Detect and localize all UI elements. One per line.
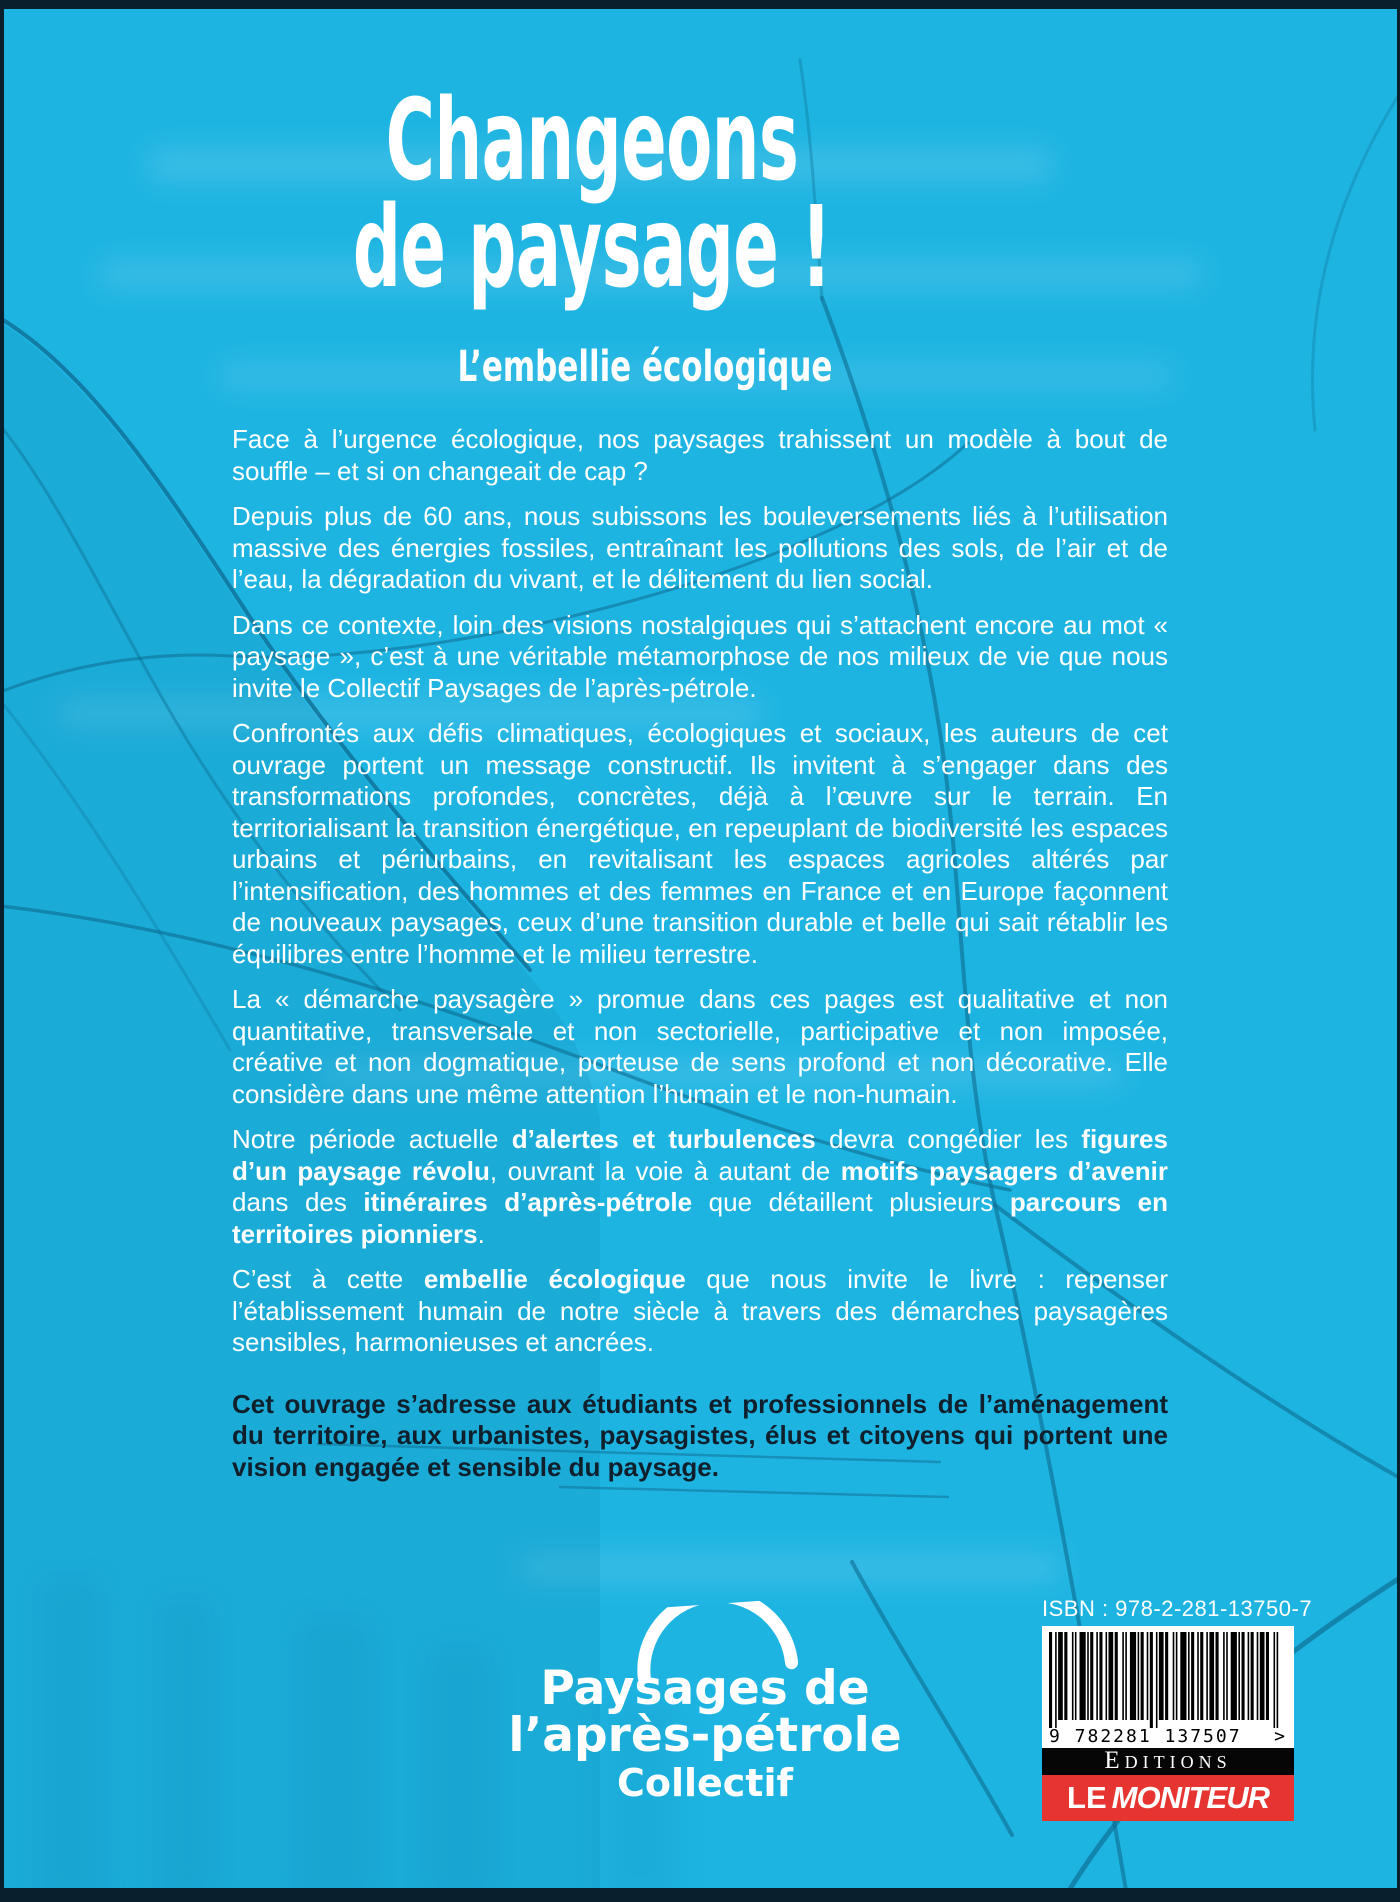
cover-border-bottom — [0, 1888, 1400, 1902]
sun-arc-icon — [624, 1598, 809, 1682]
book-title — [172, 76, 1012, 313]
body-paragraph: Depuis plus de 60 ans, nous subissons les bouleversements liés à l’utilisation massive des énergies fossiles, entraînant les pollutions des sols, de l’air et de l’eau, la dégradation du vivant, et le délitement du lien social. — [232, 501, 1168, 594]
barcode-number: 9 782281 137507 — [1049, 1726, 1242, 1747]
logo-line2: l’après-pétrole — [508, 1708, 902, 1763]
body-paragraph: Face à l’urgence écologique, nos paysages trahissent un modèle à bout de souffle – et si on changeait de cap ? — [232, 424, 1168, 486]
isbn-label: ISBN : 978-2-281-13750-7 — [1042, 1596, 1313, 1621]
le-moniteur-le: LE — [1067, 1780, 1107, 1815]
publisher-editions-label: Editions — [1042, 1748, 1294, 1775]
logo-arc — [405, 1604, 1005, 1666]
le-moniteur-name: MONITEUR — [1111, 1780, 1269, 1815]
barcode — [1042, 1626, 1294, 1748]
body-paragraph: Cet ouvrage s’adresse aux étudiants et professionnels de l’aménagement du territoire, aux urbanistes, paysagistes, élus et citoyens qui portent une vision engagée et sensible du paysage. — [232, 1388, 1168, 1482]
body-paragraph: Notre période actuelle d’alertes et turbulences devra congédier les figures d’un paysage révolu, ouvrant la voie à autant de motifs paysagers d’avenir dans des itinéraires d’après-pétrole que détaillent plusieurs parcours en territoires pionniers. — [232, 1124, 1169, 1249]
body-text — [232, 424, 1168, 1497]
barcode-suffix: > — [1274, 1726, 1287, 1747]
body-paragraph: C’est à cette embellie écologique que nous invite le livre : repenser l’établissement humain de notre siècle à travers des démarches paysagères sensibles, harmonieuses et ancrées. — [232, 1264, 1168, 1357]
book-title-line2: de paysage ! — [352, 183, 832, 313]
logo-line3: Collectif — [616, 1761, 794, 1805]
publisher-le-moniteur-logo — [1042, 1775, 1294, 1821]
body-paragraph: La « démarche paysagère » promue dans ces pages est qualitative et non quantitative, transversale et non sectorielle, participative et non imposée, créative et non dogmatique, porteuse de sens profond et non décorative. Elle considère dans une même attention l’humain et le non-humain. — [232, 984, 1168, 1109]
collectif-logo — [405, 1604, 1005, 1806]
logo-line1: Paysages de — [540, 1661, 870, 1716]
cover-border-top — [0, 0, 1400, 9]
cover-border-left — [0, 0, 4, 1902]
barcode-digits — [1042, 1726, 1294, 1747]
body-paragraph: Dans ce contexte, loin des visions nostalgiques qui s’attachent encore au mot « paysage », c’est à une véritable métamorphose de nos milieux de vie que nous invite le Collectif Paysages de l’après-pétrole. — [232, 609, 1168, 703]
book-title-line1: Changeons — [385, 76, 799, 206]
book-subtitle: L’embellie écologique — [457, 342, 833, 392]
body-paragraph: Confrontés aux défis climatiques, écologiques et sociaux, les auteurs de cet ouvrage portent un message constructif. Ils invitent à s’engager dans des transformations profondes, concrètes, déjà à l’œuvre sur le terrain. En territorialisant la transition énergétique, en repeuplant de biodiversité les espaces urbains et périurbains, en revitalisant les espaces agricoles altérés par l’intensification, des hommes et des femmes en France et en Europe façonnent de nouveaux paysages, ceux d’une transition durable et belle qui sait rétablir les équilibres entre l’homme et le milieu terrestre. — [232, 718, 1168, 969]
